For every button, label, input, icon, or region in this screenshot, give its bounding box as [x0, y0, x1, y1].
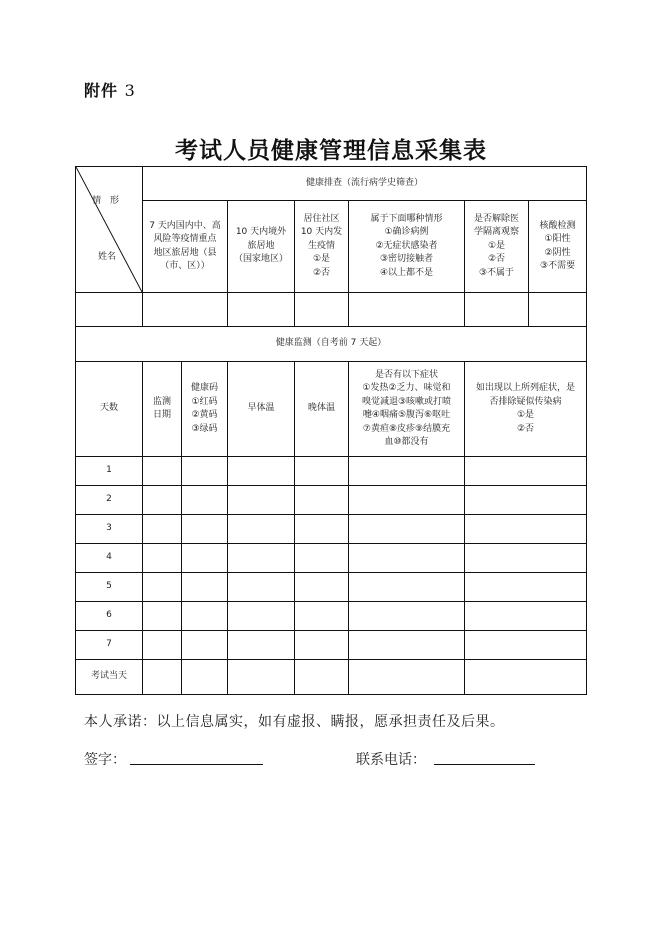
col-monitor-date — [143, 362, 182, 457]
header-line: 10 天内境外 — [235, 227, 287, 238]
attachment-label — [84, 78, 136, 101]
overseas-travel-input-cell[interactable] — [228, 293, 295, 327]
evening-temp-input-cell[interactable] — [295, 660, 349, 695]
monitoring-table — [75, 326, 587, 695]
header-line: 风险等疫情重点 — [153, 234, 217, 244]
header-line: 属于下面哪种情形 — [370, 213, 443, 224]
exclude-infection-input-cell[interactable] — [465, 486, 587, 515]
header-line: ②黄码 — [191, 410, 218, 420]
exclude-infection-input-cell[interactable] — [465, 515, 587, 544]
day-label: 4 — [76, 544, 143, 573]
monitor-date-input-cell[interactable] — [143, 602, 182, 631]
evening-temp-input-cell[interactable] — [295, 515, 349, 544]
col-symptoms — [349, 362, 465, 457]
quarantine-release-input-cell[interactable] — [465, 293, 529, 327]
symptoms-input-cell[interactable] — [349, 486, 465, 515]
header-line: （国家地区） — [233, 254, 288, 265]
morning-temp-input-cell[interactable] — [228, 631, 295, 660]
signature-input-line[interactable] — [130, 763, 263, 765]
exclude-infection-input-cell[interactable] — [465, 544, 587, 573]
community-outbreak-input-cell[interactable] — [295, 293, 349, 327]
header-line: ②阴性 — [544, 247, 571, 258]
phone-label: 联系电话： — [356, 752, 426, 768]
phone-input-line[interactable] — [434, 763, 535, 765]
header-line: 嗅觉减退③咳嗽或打喷 — [361, 396, 452, 407]
diagonal-header-cell — [76, 167, 143, 293]
col-domestic-risk-area — [143, 201, 228, 293]
health-code-input-cell[interactable] — [182, 486, 228, 515]
header-line: 监测 — [152, 396, 171, 407]
attachment-text: 附件 — [84, 81, 119, 100]
exclude-infection-input-cell[interactable] — [465, 573, 587, 602]
monitor-date-input-cell[interactable] — [143, 515, 182, 544]
header-line: ③不属于 — [478, 267, 515, 278]
name-label: 姓名 — [98, 251, 117, 262]
morning-temp-input-cell[interactable] — [228, 544, 295, 573]
monitoring-row — [76, 457, 587, 486]
col-case-category — [349, 201, 465, 293]
morning-temp-input-cell[interactable] — [228, 573, 295, 602]
header-line: ①是 — [312, 254, 331, 265]
health-code-input-cell[interactable] — [182, 573, 228, 602]
header-line: ①阳性 — [544, 234, 571, 244]
header-line: 7 天内国内中、高 — [149, 220, 221, 231]
header-line: 核酸检测 — [539, 220, 576, 231]
health-code-input-cell[interactable] — [182, 631, 228, 660]
day-label: 3 — [76, 515, 143, 544]
exclude-infection-input-cell[interactable] — [465, 660, 587, 695]
evening-temp-input-cell[interactable] — [295, 631, 349, 660]
health-code-input-cell[interactable] — [182, 544, 228, 573]
monitoring-row — [76, 544, 587, 573]
day-label: 2 — [76, 486, 143, 515]
symptoms-input-cell[interactable] — [349, 602, 465, 631]
col-morning-temp — [228, 362, 295, 457]
col-nucleic-acid-test — [529, 201, 587, 293]
header-line: ②否 — [487, 254, 506, 265]
health-code-input-cell[interactable] — [182, 515, 228, 544]
morning-temp-input-cell[interactable] — [228, 515, 295, 544]
header-line: ⑦黄疸⑧皮疹⑨结膜充 — [362, 423, 451, 434]
case-category-input-cell[interactable] — [349, 293, 465, 327]
day-label: 5 — [76, 573, 143, 602]
header-line: 否排除疑似传染病 — [489, 396, 562, 407]
day-label: 1 — [76, 457, 143, 486]
monitor-date-input-cell[interactable] — [143, 457, 182, 486]
pledge-statement: 本人承诺：以上信息属实，如有虚报、瞒报，愿承担责任及后果。 — [84, 714, 505, 730]
monitoring-row — [76, 660, 587, 695]
monitoring-row — [76, 486, 587, 515]
monitoring-row — [76, 515, 587, 544]
header-line: ④以上都不是 — [379, 267, 434, 278]
symptoms-input-cell[interactable] — [349, 573, 465, 602]
form-title: 考试人员健康管理信息采集表 — [175, 137, 487, 164]
monitor-date-input-cell[interactable] — [143, 486, 182, 515]
monitoring-row — [76, 631, 587, 660]
header-line: ①确诊病例 — [384, 227, 429, 238]
col-quarantine-release — [465, 201, 529, 293]
header-line: 嚏④咽痛⑤腹泻⑥呕吐 — [362, 410, 451, 420]
header-line: ①红码 — [191, 396, 218, 407]
signature-label: 签字： — [84, 752, 126, 768]
evening-temp-input-cell[interactable] — [295, 457, 349, 486]
signature-row — [84, 749, 584, 769]
header-line: ③绿码 — [191, 423, 218, 434]
header-line: 天数 — [99, 403, 118, 414]
exclude-infection-input-cell[interactable] — [465, 602, 587, 631]
exclude-infection-input-cell[interactable] — [465, 631, 587, 660]
monitoring-row — [76, 573, 587, 602]
morning-temp-input-cell[interactable] — [228, 457, 295, 486]
header-line: 血⑩都没有 — [384, 437, 429, 447]
screening-table — [75, 166, 587, 327]
diagonal-line-icon — [76, 167, 142, 292]
screening-section-title: 健康排查（流行病学史筛查） — [143, 167, 587, 201]
header-line: 是否有以下症状 — [374, 369, 438, 380]
evening-temp-input-cell[interactable] — [295, 486, 349, 515]
symptoms-input-cell[interactable] — [349, 515, 465, 544]
header-line: ②无症状感染者 — [375, 240, 438, 251]
day-label: 7 — [76, 631, 143, 660]
header-line: 学隔离观察 — [473, 227, 519, 238]
header-line: 如出现以上所列症状，是 — [475, 383, 575, 393]
morning-temp-input-cell[interactable] — [228, 602, 295, 631]
header-line: 日期 — [152, 410, 171, 420]
col-overseas-travel — [228, 201, 295, 293]
monitoring-row — [76, 602, 587, 631]
health-code-input-cell[interactable] — [182, 457, 228, 486]
symptoms-input-cell[interactable] — [349, 660, 465, 695]
day-label: 考试当天 — [76, 660, 143, 695]
evening-temp-input-cell[interactable] — [295, 573, 349, 602]
monitoring-header-row — [76, 362, 587, 457]
col-health-code — [182, 362, 228, 457]
header-line: ②否 — [312, 267, 331, 278]
header-line: ③密切接触者 — [379, 254, 434, 265]
header-line: 居住社区 — [303, 213, 340, 224]
col-evening-temp — [295, 362, 349, 457]
header-line: 10 天内发 — [300, 227, 343, 238]
header-line: 生疫情 — [307, 240, 335, 251]
symptoms-input-cell[interactable] — [349, 457, 465, 486]
evening-temp-input-cell[interactable] — [295, 602, 349, 631]
header-line: ③不需要 — [540, 261, 576, 271]
header-line: ①发热②乏力、味觉和 — [362, 383, 451, 393]
header-line: ①是 — [487, 240, 506, 251]
monitor-date-input-cell[interactable] — [143, 660, 182, 695]
domestic-risk-area-input-cell[interactable] — [143, 293, 228, 327]
monitor-date-input-cell[interactable] — [143, 544, 182, 573]
header-line: 健康码 — [190, 383, 218, 393]
col-day — [76, 362, 143, 457]
monitor-date-input-cell[interactable] — [143, 631, 182, 660]
morning-temp-input-cell[interactable] — [228, 486, 295, 515]
col-community-outbreak — [295, 201, 349, 293]
col-exclude-infection — [465, 362, 587, 457]
header-line: （市、区）） — [160, 261, 210, 271]
header-line: 旅居地 — [247, 240, 275, 251]
header-line: ①是 — [516, 410, 535, 420]
header-line: 晚体温 — [307, 403, 335, 414]
nucleic-acid-test-input-cell[interactable] — [529, 293, 587, 327]
symptoms-input-cell[interactable] — [349, 544, 465, 573]
header-line: 是否解除医 — [473, 213, 519, 224]
symptoms-input-cell[interactable] — [349, 631, 465, 660]
header-line: ②否 — [516, 423, 535, 434]
day-label: 6 — [76, 602, 143, 631]
name-input-cell[interactable] — [76, 293, 143, 327]
morning-temp-input-cell[interactable] — [228, 660, 295, 695]
health-code-input-cell[interactable] — [182, 660, 228, 695]
health-code-input-cell[interactable] — [182, 602, 228, 631]
exclude-infection-input-cell[interactable] — [465, 457, 587, 486]
screening-entry-row — [76, 293, 587, 327]
evening-temp-input-cell[interactable] — [295, 544, 349, 573]
header-line: 地区旅居地（县 — [153, 247, 217, 258]
monitor-date-input-cell[interactable] — [143, 573, 182, 602]
header-line: 早体温 — [247, 403, 275, 414]
situation-label: 情 形 — [92, 196, 122, 206]
monitoring-section-title: 健康监测（自考前 7 天起） — [76, 327, 587, 362]
attachment-number: 3 — [124, 81, 136, 100]
